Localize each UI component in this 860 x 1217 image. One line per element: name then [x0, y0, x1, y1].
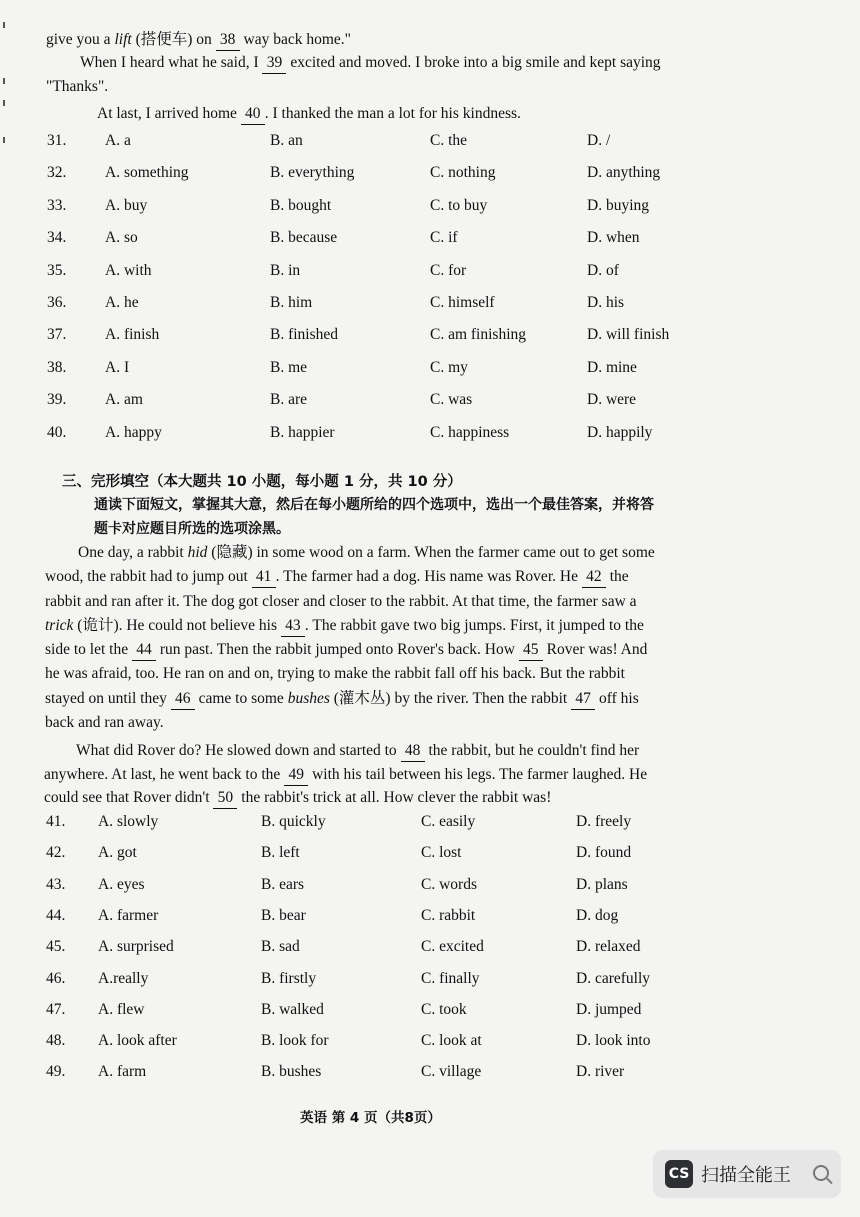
text: . The rabbit gave two big jumps. First, it jumped to the: [304, 617, 644, 634]
passage-line: [76, 741, 639, 762]
option-c[interactable]: C. easily: [421, 813, 476, 830]
text: One day, a rabbit: [78, 544, 188, 561]
blank-number: 42: [582, 567, 606, 588]
option-d[interactable]: D. mine: [587, 358, 637, 376]
question-row: [0, 324, 860, 346]
option-b[interactable]: B. left: [261, 844, 300, 862]
option-a[interactable]: A. he: [105, 294, 139, 311]
option-d[interactable]: D. relaxed: [576, 938, 641, 956]
text: Rover was! And: [542, 641, 648, 658]
passage-line: [80, 53, 661, 74]
text: (灌木丛) by the river. Then the rabbit: [329, 690, 572, 707]
question-number: 43.: [46, 875, 66, 893]
blank-number: 50: [213, 788, 237, 809]
option-a[interactable]: A. buy: [105, 196, 148, 214]
text: anywhere. At last, he went back to the: [44, 766, 285, 783]
passage-line: back and ran away.: [45, 714, 164, 731]
passage-line: [44, 788, 551, 809]
text: trick: [45, 617, 74, 634]
option-c[interactable]: C. took: [421, 1000, 467, 1018]
option-c[interactable]: C. finally: [421, 969, 480, 987]
passage-line: he was afraid, too. He ran on and on, trying to make the rabbit fall off his back. But the rabbit: [45, 665, 625, 682]
option-d[interactable]: D. happily: [587, 423, 653, 441]
option-d[interactable]: D. /: [587, 132, 611, 149]
text: hid: [187, 544, 208, 561]
question-number: 41.: [46, 813, 66, 830]
question-row: [0, 936, 860, 958]
option-c[interactable]: C. to buy: [430, 196, 488, 214]
option-b[interactable]: B. because: [270, 229, 338, 247]
blank-number: 40: [241, 104, 265, 125]
option-b[interactable]: B. firstly: [261, 969, 317, 987]
question-number: 49.: [46, 1063, 66, 1081]
option-a[interactable]: A.really: [98, 969, 149, 987]
passage-line: [45, 689, 639, 710]
option-a[interactable]: A. eyes: [98, 875, 145, 893]
option-b[interactable]: B. ears: [261, 875, 305, 893]
text: with his tail between his legs. The farmer laughed. He: [308, 766, 648, 783]
option-a[interactable]: A. look after: [98, 1032, 177, 1050]
option-d[interactable]: D. jumped: [576, 1000, 642, 1018]
passage-line: "Thanks".: [46, 78, 109, 95]
question-number: 46.: [46, 969, 66, 987]
page-footer: 英语 第 4 页（共8页）: [300, 1110, 441, 1126]
edge-mark: [3, 78, 5, 84]
passage-line: [78, 543, 655, 563]
text: way back home.": [239, 31, 351, 48]
option-c[interactable]: C. am finishing: [430, 326, 527, 344]
question-row: [0, 195, 860, 217]
text: excited and moved. I broke into a big smile and kept saying: [286, 54, 661, 71]
option-a[interactable]: A. surprised: [98, 938, 174, 956]
question-row: [0, 422, 860, 444]
option-a[interactable]: A. got: [98, 844, 137, 862]
option-c[interactable]: C. if: [430, 229, 458, 247]
option-d[interactable]: D. river: [576, 1063, 625, 1081]
option-c[interactable]: C. look at: [421, 1032, 482, 1050]
option-b[interactable]: B. happier: [270, 423, 335, 441]
blank-number: 38: [216, 30, 240, 51]
text: What did Rover do? He slowed down and started to: [76, 742, 401, 759]
blank-number: 39: [262, 53, 286, 74]
text: bushes: [287, 690, 330, 707]
text: came to some: [194, 690, 288, 707]
option-d[interactable]: D. dog: [576, 906, 619, 924]
text: stayed on until they: [45, 690, 171, 707]
edge-mark: [3, 22, 5, 28]
question-row: [0, 874, 860, 896]
blank-number: 48: [401, 741, 425, 762]
option-a[interactable]: A. slowly: [98, 813, 159, 830]
question-number: 36.: [47, 294, 67, 311]
option-c[interactable]: C. himself: [430, 294, 495, 311]
option-c[interactable]: C. nothing: [430, 164, 496, 182]
question-number: 31.: [47, 132, 67, 149]
text: lift: [114, 31, 132, 48]
question-row: [0, 130, 860, 152]
option-a[interactable]: A. flew: [98, 1000, 145, 1018]
option-d[interactable]: D. found: [576, 844, 632, 862]
question-row: [0, 999, 860, 1021]
text: the rabbit, but he couldn't find her: [424, 742, 640, 759]
option-d[interactable]: D. will finish: [587, 326, 670, 344]
instruction: 通读下面短文，掌握其大意，然后在每小题所给的四个选项中，选出一个最佳答案，并将答: [94, 497, 654, 513]
question-number: 34.: [47, 229, 67, 247]
option-d[interactable]: D. freely: [576, 813, 632, 830]
question-row: [0, 389, 860, 411]
option-d[interactable]: D. anything: [587, 164, 661, 182]
option-d[interactable]: D. were: [587, 391, 637, 409]
text: wood, the rabbit had to jump out: [45, 568, 252, 585]
text: . I thanked the man a lot for his kindness.: [264, 105, 521, 122]
question-number: 48.: [46, 1032, 66, 1050]
question-number: 38.: [47, 358, 67, 376]
question-row: [0, 1061, 860, 1083]
text: (诡计). He could not believe his: [73, 617, 281, 634]
passage-line: [44, 765, 647, 786]
question-row: [0, 357, 860, 379]
text: When I heard what he said, I: [80, 54, 263, 71]
option-a[interactable]: A. farmer: [98, 906, 159, 924]
passage-line: [45, 616, 644, 637]
option-b[interactable]: B. bought: [270, 196, 332, 214]
option-a[interactable]: A. am: [105, 391, 143, 409]
question-row: [0, 842, 860, 864]
passage-line: rabbit and ran after it. The dog got closer and closer to the rabbit. At that time, the farmer saw a: [45, 593, 637, 610]
option-b[interactable]: B. look for: [261, 1032, 329, 1050]
watermark-text: 扫描全能王: [701, 1165, 791, 1186]
option-c[interactable]: C. words: [421, 875, 477, 893]
option-b[interactable]: B. him: [270, 294, 313, 311]
blank-number: 44: [132, 640, 156, 661]
cs-logo-icon: CS: [665, 1160, 693, 1188]
option-b[interactable]: B. in: [270, 261, 301, 279]
option-b[interactable]: B. everything: [270, 164, 355, 182]
option-c[interactable]: C. happiness: [430, 423, 510, 441]
text: (搭便车) on: [131, 31, 216, 48]
option-d[interactable]: D. carefully: [576, 969, 651, 987]
passage-line: [45, 567, 629, 588]
option-b[interactable]: B. finished: [270, 326, 339, 344]
search-icon[interactable]: [813, 1165, 829, 1181]
option-d[interactable]: D. his: [587, 294, 625, 311]
option-c[interactable]: C. village: [421, 1063, 482, 1081]
question-number: 45.: [46, 938, 66, 956]
text: . The farmer had a dog. His name was Rover. He: [275, 568, 582, 585]
option-a[interactable]: A. finish: [105, 326, 160, 344]
option-d[interactable]: D. plans: [576, 875, 628, 893]
option-a[interactable]: A. something: [105, 164, 189, 182]
option-b[interactable]: B. me: [270, 358, 308, 376]
scanner-watermark: [653, 1150, 841, 1198]
option-b[interactable]: B. bear: [261, 906, 306, 924]
option-c[interactable]: C. was: [430, 391, 473, 409]
question-row: [0, 905, 860, 927]
option-d[interactable]: D. buying: [587, 196, 649, 214]
text: the: [605, 568, 629, 585]
text: side to let the: [45, 641, 132, 658]
question-number: 44.: [46, 906, 66, 924]
edge-mark: [3, 100, 5, 106]
blank-number: 46: [171, 689, 195, 710]
blank-number: 43: [281, 616, 305, 637]
option-c[interactable]: C. lost: [421, 844, 462, 862]
question-number: 40.: [47, 423, 67, 441]
option-a[interactable]: A. so: [105, 229, 138, 247]
question-number: 47.: [46, 1000, 66, 1018]
blank-number: 41: [252, 567, 276, 588]
passage-line: [45, 640, 647, 661]
text: At last, I arrived home: [97, 105, 241, 122]
question-number: 33.: [47, 196, 67, 214]
question-row: [0, 292, 860, 314]
section-title: 三、完形填空（本大题共 10 小题，每小题 1 分，共 10 分）: [62, 474, 462, 490]
option-c[interactable]: C. excited: [421, 938, 484, 956]
question-row: [0, 811, 860, 833]
option-d[interactable]: D. of: [587, 261, 619, 279]
question-number: 35.: [47, 261, 67, 279]
option-d[interactable]: D. look into: [576, 1032, 651, 1050]
blank-number: 47: [571, 689, 595, 710]
blank-number: 49: [284, 765, 308, 786]
question-number: 37.: [47, 326, 67, 344]
option-d[interactable]: D. when: [587, 229, 640, 247]
text: the rabbit's trick at all. How clever the rabbit was!: [237, 789, 552, 806]
text: (隐藏) in some wood on a farm. When the farmer came out to get some: [207, 544, 655, 561]
option-a[interactable]: A. happy: [105, 423, 162, 441]
option-a[interactable]: A. farm: [98, 1063, 147, 1081]
passage-line: [46, 30, 351, 51]
question-row: [0, 968, 860, 990]
option-c[interactable]: C. the: [430, 132, 468, 149]
option-b[interactable]: B. are: [270, 391, 308, 409]
question-number: 32.: [47, 164, 67, 182]
question-row: [0, 260, 860, 282]
text: off his: [595, 690, 639, 707]
option-a[interactable]: A. a: [105, 132, 131, 149]
option-c[interactable]: C. my: [430, 358, 468, 376]
option-a[interactable]: A. with: [105, 261, 152, 279]
question-row: [0, 227, 860, 249]
question-number: 39.: [47, 391, 67, 409]
text: run past. Then the rabbit jumped onto Rover's back. How: [155, 641, 519, 658]
option-a[interactable]: A. I: [105, 358, 130, 376]
text: give you a: [46, 31, 115, 48]
question-row: [0, 1030, 860, 1052]
option-c[interactable]: C. for: [430, 261, 467, 279]
option-b[interactable]: B. sad: [261, 938, 300, 956]
instruction: 题卡对应题目所选的选项涂黑。: [94, 521, 290, 537]
option-b[interactable]: B. an: [270, 132, 303, 149]
question-row: [0, 162, 860, 184]
option-b[interactable]: B. bushes: [261, 1063, 322, 1081]
text: could see that Rover didn't: [44, 789, 214, 806]
option-b[interactable]: B. quickly: [261, 813, 326, 830]
option-c[interactable]: C. rabbit: [421, 906, 476, 924]
question-number: 42.: [46, 844, 66, 862]
option-b[interactable]: B. walked: [261, 1000, 324, 1018]
blank-number: 45: [519, 640, 543, 661]
passage-line: [97, 104, 521, 125]
